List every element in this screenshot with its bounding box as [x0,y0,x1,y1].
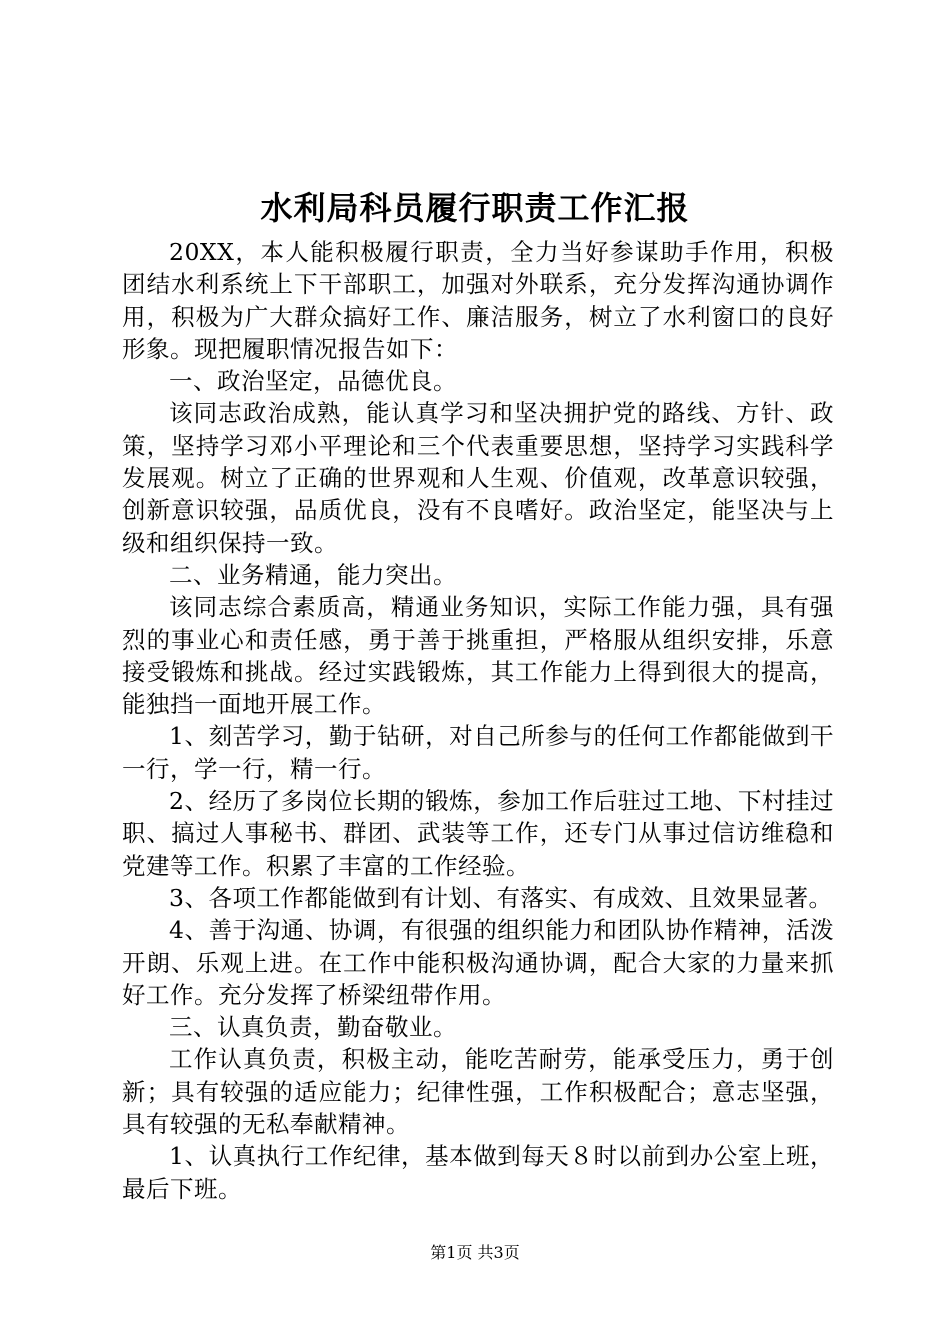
section-heading-3: 三、认真负责，勤奋敬业。 [169,1013,457,1042]
section-heading-1: 一、政治坚定，品德优良。 [169,367,457,396]
paragraph-politics: 该同志政治成熟，能认真学习和坚决拥护党的路线、方针、政策，坚持学习邓小平理论和三个代表重要思想，坚持学习实践科学发展观。树立了正确的世界观和人生观、价值观，改革意识较强，创新意识较强，品质优良，没有不良嗜好。政治坚定，能坚决与上级和组织保持一致。 [122,399,834,557]
paragraph-intro: 20XX，本人能积极履行职责，全力当好参谋助手作用，积极团结水利系统上下干部职工，加强对外联系，充分发挥沟通协调作用，积极为广大群众搞好工作、廉洁服务，树立了水利窗口的良好形象。现把履职情况报告如下： [122,238,834,363]
list-item-3: 3、各项工作都能做到有计划、有落实、有成效、且效果显著。 [169,883,833,912]
document-body [122,236,834,1205]
section-heading-2: 二、业务精通，能力突出。 [169,560,457,589]
paragraph-responsibility: 工作认真负责，积极主动，能吃苦耐劳，能承受压力，勇于创新；具有较强的适应能力；纪律性强，工作积极配合；意志坚强，具有较强的无私奉献精神。 [122,1045,834,1139]
document-title: 水利局科员履行职责工作汇报 [260,189,690,227]
page-number-footer: 第1页 共3页 [430,1243,520,1262]
list-item-4: 4、善于沟通、协调，有很强的组织能力和团队协作精神，活泼开朗、乐观上进。在工作中能积极沟通协调，配合大家的力量来抓好工作。充分发挥了桥梁纽带作用。 [122,916,834,1009]
list-item-1: 1、刻苦学习，勤于钻研，对自己所参与的任何工作都能做到干一行，学一行，精一行。 [122,722,834,783]
paragraph-business: 该同志综合素质高，精通业务知识，实际工作能力强，具有强烈的事业心和责任感，勇于善于挑重担，严格服从组织安排，乐意接受锻炼和挑战。经过实践锻炼，其工作能力上得到很大的提高，能独挡一面地开展工作。 [122,593,834,719]
list-item-2: 2、经历了多岗位长期的锻炼，参加工作后驻过工地、下村挂过职、搞过人事秘书、群团、武装等工作，还专门从事过信访维稳和党建等工作。积累了丰富的工作经验。 [122,787,834,880]
list-item-discipline-1: 1、认真执行工作纪律，基本做到每天８时以前到办公室上班，最后下班。 [122,1142,834,1203]
